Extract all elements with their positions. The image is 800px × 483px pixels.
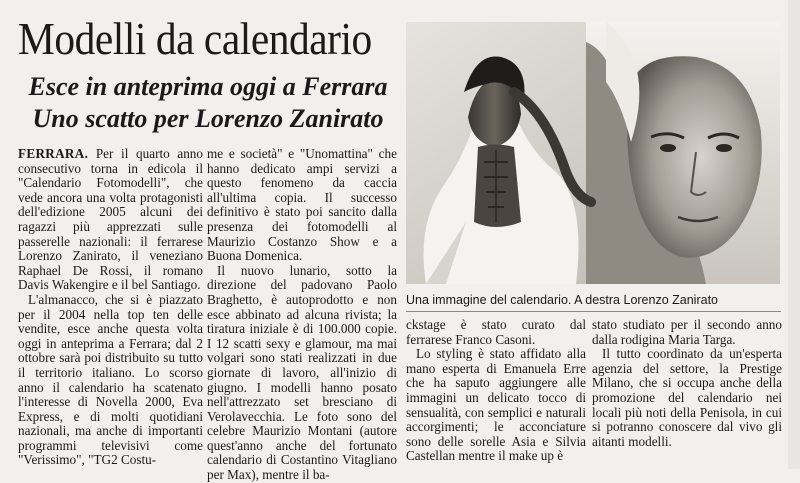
article-column-2 [207, 146, 397, 483]
article-column-3 [406, 318, 586, 465]
paragraph: me e società" e "Unomattina" che hanno dedicato ampi servizi a questo fenomeno da caccia all'ultima copia. Il successo definitivo è stato poi sancito dalla presenza dei fotomodelli al Maurizio Costanzo Show e a Buona Domenica. [207, 146, 397, 264]
paragraph: Il nuovo lunario, sotto la direzione del padovano Paolo Braghetto, è autoprodotto e non esce abbinato ad alcuna rivista; la tiratura iniziale è di 100.000 copie. I 12 scatti sexy e glamour, ma mai volgari sono stati realizzati in due giornate di lavoro, all'inizio di giugno. I modelli hanno posato nell'attrezzato set bresciano di Verolavecchia. Le foto sono del celebre Maurizio Montani (autore quest'anno anche del fortunato calendario di Costantino Vitagliano per Max), mentre il ba- [207, 262, 397, 483]
paragraph: L'almanacco, che si è piazzato per il 2004 nella top ten delle vendite, esce anche questa volta oggi in anteprima a Ferrara; dal 2 ottobre sarà poi distribuito su tutto il territorio italiano. Lo scorso anno il calendario ha scatenato l'interesse di Novella 2000, Eva Express, e di molti quotidiani nazionali, ma anche di importanti programmi televisivi come "Verissimo", "TG2 Costu- [18, 291, 203, 468]
article-column-1 [18, 146, 203, 468]
calendar-photo [406, 22, 780, 284]
paragraph: ckstage è stato curato dal ferrarese Franco Casoni. [406, 317, 586, 347]
paragraph: Il tutto coordinato da un'esperta agenzia del settore, la Prestige Milano, che si occupa anche della promozione del calendario nei locali più noti della Penisola, in cui si potranno conoscere dal vivo gli aitanti modelli. [592, 346, 782, 449]
paragraph: stato studiato per il secondo anno dalla rodigina Maria Targa. [592, 317, 782, 347]
dateline: FERRARA. [18, 146, 89, 161]
paragraph [18, 147, 203, 293]
subheadline-line-1: Esce in anteprima oggi a Ferrara [28, 72, 388, 101]
page-edge [788, 0, 800, 469]
paragraph: Lo styling è stato affidato alla mano esperta di Emanuela Erre che ha saputo aggiungere alle immagini un delicato tocco di sensualità, con semplici e naturali accorgimenti; le acconciature sono delle sorelle Asia e Silvia Castellan mentre il make up è [406, 346, 586, 464]
article-column-4 [592, 318, 782, 465]
paragraph-text: Per il quarto anno consecutivo torna in edicola il "Calendario Fotomodelli", che vede ancora una volta protagonisti dell'edizione 2005 alcuni dei ragazzi più apprezzati sulle passerelle nazionali: il ferrarese Lorenzo Zanirato, il veneziano Raphael De Rossi, il romano Davis Wakengire e il bel Santiago. [18, 146, 203, 293]
photo-illustration [406, 22, 780, 284]
caption-divider [406, 311, 781, 312]
subheadline-line-2: Uno scatto per Lorenzo Zanirato [32, 104, 384, 133]
photo-caption: Una immagine del calendario. A destra Lorenzo Zanirato [406, 293, 718, 307]
headline: Modelli da calendario [18, 13, 372, 64]
